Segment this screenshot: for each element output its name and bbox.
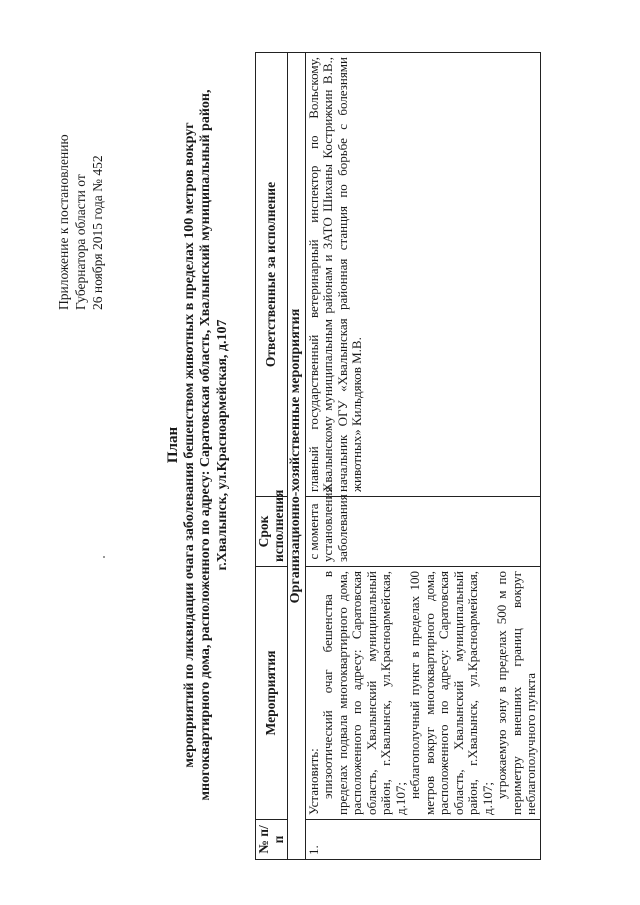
header-term: Срок исполнения	[256, 497, 288, 567]
appendix-note	[55, 50, 106, 310]
measure-paragraph-1: эпизоотический очаг бешенства в пределах подвала многоквартирного дома, расположенного по адресу: Саратовская область, Хвалынский муниципальный район, г.Хвалынск, ул.Красноармейская, д.107;	[320, 571, 408, 815]
plan-table	[255, 52, 541, 860]
section-row	[288, 53, 306, 860]
document-title	[165, 45, 231, 845]
header-num: № п/п	[256, 820, 288, 860]
scan-speck	[103, 556, 105, 558]
title-line-2: многоквартирного дома, расположенного по адресу: Саратовская область, Хвалынский муниципальный район,	[198, 89, 213, 801]
table-row	[305, 53, 540, 860]
appendix-line-2: Губернатора области от	[73, 174, 88, 310]
measure-paragraph-2: неблагополучный пункт в пределах 100 метров вокруг многоквартирного дома, расположенного по адресу: Саратовская область, Хвалынский муниципальный район, г.Хвалынск, ул.Красноармейская, д.107;	[407, 571, 495, 815]
appendix-line-1: Приложение к постановлению	[56, 134, 71, 310]
title-line-3: г.Хвалынск, ул.Красноармейская, д.107	[214, 319, 230, 571]
header-responsible: Ответственные за исполнение	[256, 53, 288, 497]
measure-intro: Установить:	[305, 748, 321, 815]
section-title: Организационно-хозяйственные мероприятия	[288, 53, 306, 860]
measure-paragraph-3: угрожаемую зону в пределах 500 м по периметру внешних границ вокруг неблагополучного пункта	[494, 571, 538, 815]
table-header-row	[256, 53, 288, 860]
appendix-line-3: 26 ноября 2015 года № 452	[90, 155, 105, 310]
title-heading: План	[165, 426, 181, 464]
row-responsible: главный государственный ветеринарный инспектор по Вольскому, Хвалынскому муниципальным районам и ЗАТО Шиханы Кострижкин В.В., начальник ОГУ «Хвалынская районная станция по борьбе с болезнями животных» Кильдяков М.В.	[305, 53, 540, 497]
header-measures: Мероприятия	[256, 567, 288, 820]
row-num: 1.	[305, 820, 540, 860]
row-measure	[305, 567, 540, 820]
title-line-1: мероприятий по ликвидации очага заболевания бешенством животных в пределах 100 метров вокруг	[181, 122, 197, 768]
row-term: с момента установления заболевания	[305, 497, 540, 567]
